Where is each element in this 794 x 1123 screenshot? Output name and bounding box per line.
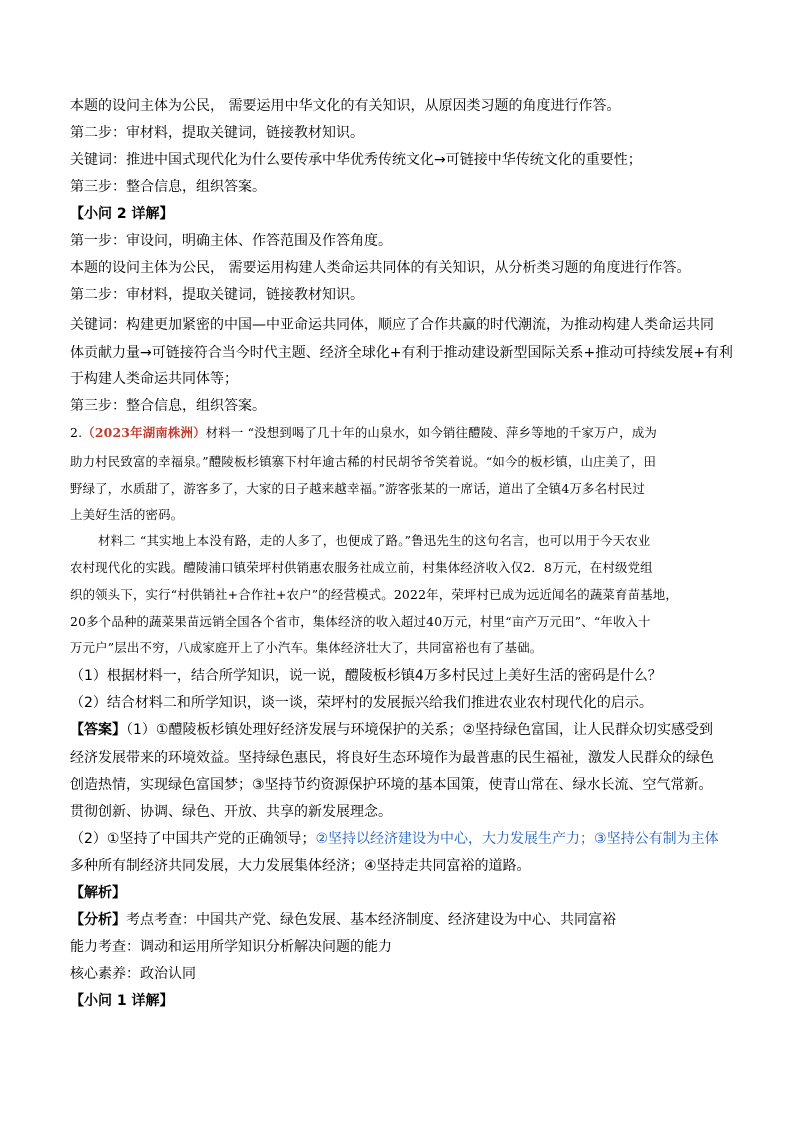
text-line: 第二步：审材料，提取关键词，链接教材知识。	[70, 125, 364, 141]
analysis-heading: 【解析】	[70, 885, 126, 901]
section-heading: 【小问 1 详解】	[70, 993, 174, 1009]
answer-2-line: （2）①坚持了中国共产党的正确领导；②坚持以经济建设为中心，大力发展生产力；③坚持公有制为主体	[70, 831, 719, 847]
text-line: 体贡献力量→可链接符合当今时代主题、经济全球化+有利于推动建设新型国际关系+推动可持续发展+有利	[70, 345, 733, 361]
text-line: 第三步：整合信息，组织答案。	[70, 398, 266, 414]
answer-2-line: 多种所有制经济共同发展，大力发展集体经济；④坚持走共同富裕的道路。	[70, 858, 531, 874]
answer-1-line: 经济发展带来的环境效益。坚持绿色惠民，将良好生态环境作为最普惠的民生福祉，激发人民群众的绿色	[70, 750, 714, 766]
text-line: 第一步：审设问，明确主体、作答范围及作答角度。	[70, 233, 392, 249]
analysis-line: 核心素养：政治认同	[70, 966, 196, 982]
section-heading: 【小问 2 详解】	[70, 206, 174, 222]
question-source: （2023年湖南株洲）	[82, 425, 206, 440]
text-line: 第三步：整合信息，组织答案。	[70, 179, 266, 195]
text-line: 第二步：审材料，提取关键词，链接教材知识。	[70, 287, 364, 303]
answer-label: 【答案】	[70, 722, 126, 738]
answer-1-line: 【答案】（1）①醴陵板杉镇处理好经济发展与环境保护的关系；②坚持绿色富国，让人民群众切实感受到	[70, 722, 714, 738]
analysis-line: 能力考查：调动和运用所学知识分析解决问题的能力	[70, 939, 392, 955]
question-number: 2.	[70, 425, 83, 440]
text-line: 本题的设问主体为公民， 需要运用中华文化的有关知识，从原因类习题的角度进行作答。	[70, 98, 621, 114]
material-two-line: 万元户”层出不穷，八成家庭开上了小汽车。集体经济壮大了，共同富裕也有了基础。	[70, 640, 543, 655]
material-one-line: 2.（2023年湖南株洲）材料一 “没想到喝了几十年的山泉水，如今销往醴陵、萍乡等地的千家万户，成为	[70, 425, 658, 440]
material-one-line: 上美好生活的密码。	[70, 507, 184, 522]
analysis-line: 【分析】考点考查：中国共产党、绿色发展、基本经济制度、经济建设为中心、共同富裕	[70, 912, 616, 928]
material-two-line: 农村现代化的实践。醴陵浦口镇荣坪村供销惠农服务社成立前，村集体经济收入仅2．8万元，在村级党组	[70, 560, 653, 575]
question-1: （1）根据材料一，结合所学知识，说一说，醴陵板杉镇4万多村民过上美好生活的密码是什么？	[70, 668, 662, 684]
text-line: 于构建人类命运共同体等；	[70, 371, 238, 387]
material-two-line: 织的领头下，实行“村供销社+合作社+农户”的经营模式。2022年，荣坪村已成为远近闻名的蔬菜育苗基地，	[70, 587, 678, 602]
text-line: 本题的设问主体为公民， 需要运用构建人类命运共同体的有关知识，从分析类习题的角度进行作答。	[70, 260, 691, 276]
text-line: 关键词：构建更加紧密的中国—中亚命运共同体，顺应了合作共赢的时代潮流，为推动构建人类命运共同	[70, 317, 714, 333]
question-2: （2）结合材料二和所学知识，谈一谈，荣坪村的发展振兴给我们推进农业农村现代化的启示。	[70, 695, 653, 711]
answer-1-line: 贯彻创新、协调、绿色、开放、共享的新发展理念。	[70, 804, 392, 820]
text-line: 关键词：推进中国式现代化为什么要传承中华优秀传统文化→可链接中华传统文化的重要性；	[70, 152, 642, 168]
material-one-line: 野绿了，水质甜了，游客多了，大家的日子越来越幸福。”游客张某的一席话，道出了全镇4万多名村民过	[70, 481, 645, 496]
material-two-line: 材料二 “其实地上本没有路，走的人多了，也便成了路。”鲁迅先生的这句名言，也可以用于今天农业	[98, 533, 651, 548]
material-two-line: 20多个品种的蔬菜果苗远销全国各个省市，集体经济的收入超过40万元，村里“亩产万元田”、“年收入十	[70, 614, 651, 629]
answer-1-line: 创造热情，实现绿色富国梦；③坚持节约资源保护环境的基本国策，使青山常在、绿水长流、空气常新。	[70, 777, 713, 793]
material-one-line: 助力村民致富的幸福泉。”醴陵板杉镇寨下村年逾古稀的村民胡爷爷笑着说。“如今的板杉镇，山庄美了，田	[70, 454, 657, 469]
